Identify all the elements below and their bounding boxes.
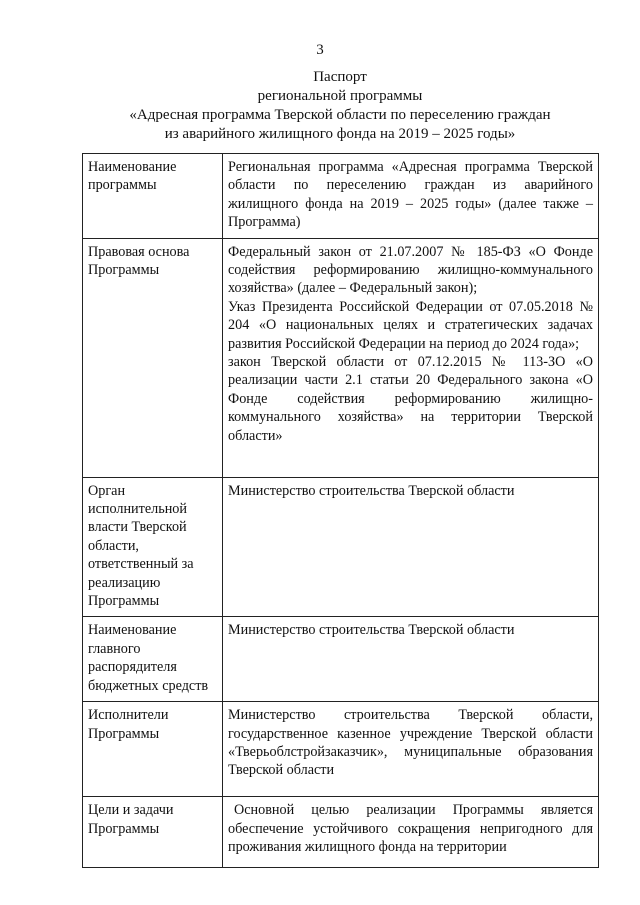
row-label: Правовая основа Программы	[83, 238, 223, 477]
row-label: Наименование главного распорядителя бюджетных средств	[83, 617, 223, 702]
row-value	[223, 797, 599, 868]
heading-program-name-line1: «Адресная программа Тверской области по переселению граждан	[129, 107, 551, 123]
table-row	[83, 238, 599, 477]
row-value-paragraph: Основной целью реализации Программы является обеспечение устойчивого сокращения непригодного для проживания жилищного фонда на территории	[228, 802, 593, 855]
heading-title: Паспорт	[313, 69, 367, 85]
table-row	[83, 797, 599, 868]
document-heading	[60, 68, 620, 144]
row-value	[223, 617, 599, 702]
row-label: Орган исполнительной власти Тверской области, ответственный за реализацию Программы	[83, 477, 223, 617]
table-row	[83, 477, 599, 617]
page-number: 3	[316, 42, 324, 58]
row-value-paragraph: Министерство строительства Тверской области	[228, 622, 515, 639]
table-row	[83, 702, 599, 797]
row-value-paragraph: Региональная программа «Адресная программа Тверской области по переселению граждан из аварийного жилищного фонда на 2019 – 2025 годы» (далее также – Программа)	[228, 159, 593, 231]
row-value-paragraph: Министерство строительства Тверской области, государственное казенное учреждение Тверской области «Тверьоблстройзаказчик», муниципальные образования Тверской области	[228, 707, 593, 779]
row-label: Исполнители Программы	[83, 702, 223, 797]
row-label: Цели и задачи Программы	[83, 797, 223, 868]
row-value	[223, 154, 599, 239]
row-value-paragraph: Федеральный закон от 21.07.2007 № 185-ФЗ «О Фонде содействия реформированию жилищно-коммунального хозяйства» (далее – Федеральный закон);	[228, 243, 593, 297]
row-label: Наименование программы	[83, 154, 223, 239]
row-value-paragraph: закон Тверской области от 07.12.2015 № 113-ЗО «О реализации части 2.1 статьи 20 Федерального закона «О Фонде содействия реформированию жилищно-коммунального хозяйства» на территории Тверской области»	[228, 354, 593, 444]
heading-program-name-line2: из аварийного жилищного фонда на 2019 – 2025 годы»	[164, 126, 516, 142]
row-value	[223, 238, 599, 477]
heading-subtitle: региональной программы	[257, 88, 423, 104]
table-row	[83, 617, 599, 702]
passport-table	[82, 153, 599, 868]
row-value	[223, 702, 599, 797]
table-row	[83, 154, 599, 239]
row-value-paragraph: Министерство строительства Тверской области	[228, 482, 515, 499]
row-value	[223, 477, 599, 617]
row-value-paragraph: Указ Президента Российской Федерации от 07.05.2018 № 204 «О национальных целях и стратегических задачах развития Российской Федерации на период до 2024 года»;	[228, 298, 593, 352]
